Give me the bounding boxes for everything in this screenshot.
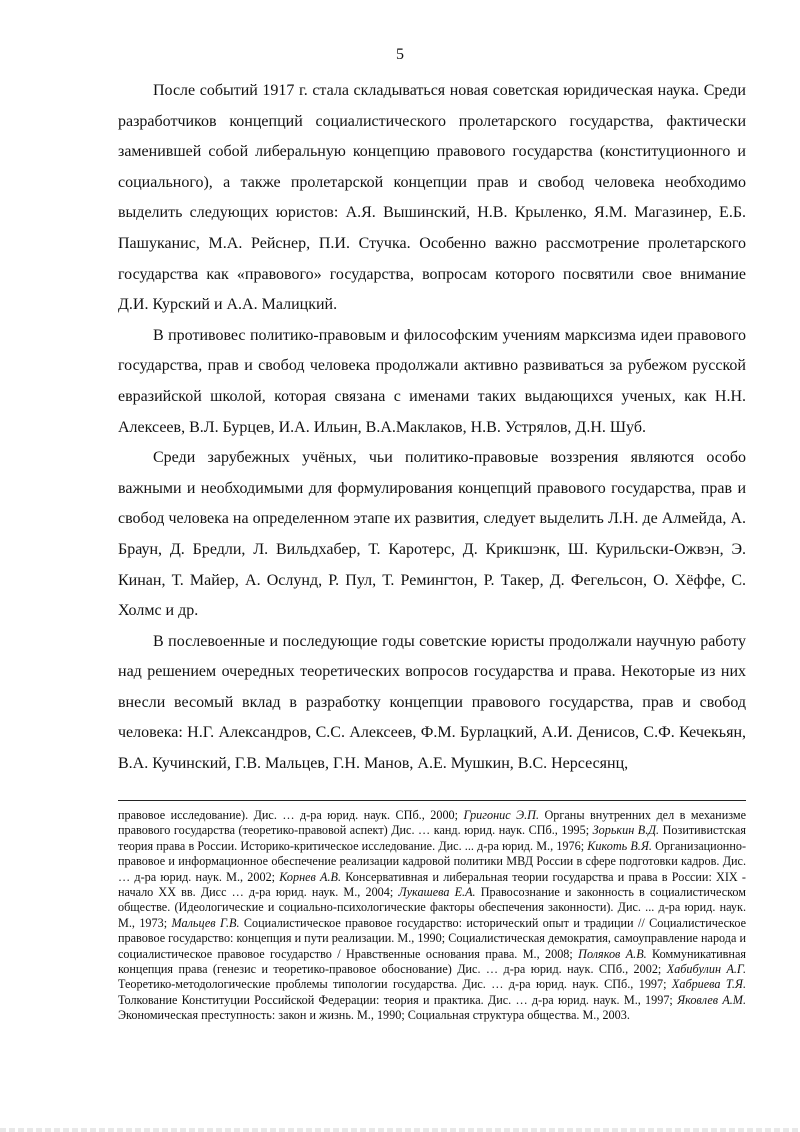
ref-text: Теоретико-методологические проблемы типологии государства. Дис. … д-ра юрид. наук. СПб., 1997;: [118, 977, 672, 992]
paragraph: После событий 1917 г. стала складываться новая советская юридическая наука. Среди разработчиков концепций социалистического пролетарского государства, фактически заменившей собой либеральную концепцию правового государства (конституционного и социального), а также пролетарской концепции прав и свобод человека необходимо выделить следующих юристов: А.Я. Вышинский, Н.В. Крыленко, Я.М. Магазинер, Е.Б. Пашуканис, М.А. Рейснер, П.И. Стучка. Особенно важно рассмотрение пролетарского государства как «правового» государства, вопросам которого посвятили свое внимание Д.И. Курский и А.А. Малицкий.: [118, 82, 746, 314]
ref-author: Корнев А.В.: [279, 869, 342, 884]
ref-text: Коммуникативная концепция права (генезис и теоретико-правовое обоснование) Дис. … д-ра юрид. наук. СПб., 2002;: [118, 946, 746, 977]
ref-text: Органы внутренних дел в механизме правового государства (теоретико-правовой аспект) Дис. … канд. юрид. наук. СПб., 1995;: [118, 808, 746, 838]
paragraph: В противовес политико-правовым и философским учениям марксизма идеи правового государства, прав и свобод человека продолжали активно развиваться за рубежом русской евразийской школой, которая связана с именами таких выдающихся ученых, как Н.Н. Алексеев, В.Л. Бурцев, И.А. Ильин, В.А.Маклаков, Н.В. Устрялов, Д.Н. Шуб.: [118, 326, 746, 436]
paragraph: Среди зарубежных учёных, чьи политико-правовые воззрения являются особо важными и необходимыми для формулирования концепций правового государства, прав и свобод человека на определенном этапе их развития, следует выделить Л.Н. де Алмейда, А. Браун, Д. Бредли, Л. Вильдхабер, Т. Каротерс, Д. Крикшэнк, Ш. Курильски-Ожвэн, Э. Кинан, Т. Майер, А. Ослунд, Р. Пул, Т. Ремингтон, Р. Такер, Д. Фегельсон, О. Хёффе, С. Холмс и др.: [118, 449, 746, 620]
footnote-text: [118, 808, 746, 1024]
ref-text: Позитивистская теория права в России. Историко-критическое исследование. Дис. ... д-ра юрид. М., 1976;: [118, 823, 747, 853]
ref-author: Кикоть В.Я.: [587, 838, 652, 853]
page-number: 5: [396, 46, 404, 63]
scan-edge-artifact: [0, 1128, 800, 1132]
ref-text: Толкование Конституции Российской Федерации: теория и практика. Дис. … д-ра юрид. наук. М., 1997;: [118, 992, 678, 1007]
ref-author: Зорькин В.Д.: [592, 823, 660, 838]
footnote-lead: правовое исследование). Дис. … д-ра юрид. наук. СПб., 2000;: [118, 808, 464, 822]
main-text: [118, 76, 746, 780]
ref-author: Поляков А.В.: [578, 946, 647, 961]
paragraph: В послевоенные и последующие годы советские юристы продолжали научную работу над решением очередных теоретических вопросов государства и права. Некоторые из них внесли весомый вклад в разработку концепции правового государства, прав и свобод человека: Н.Г. Александров, С.С. Алексеев, Ф.М. Бурлацкий, А.И. Денисов, С.Ф. Кечекьян, В.А. Кучинский, Г.В. Мальцев, Г.Н. Манов, А.Е. Мушкин, В.С. Нерсесянц,: [118, 632, 746, 773]
ref-text: Правосознание и законность в социалистическом обществе. (Идеологические и социально-психологические факторы обеспечения законности). Дис. ... д-ра юрид. наук. М., 1973;: [118, 885, 746, 930]
ref-text: Экономическая преступность: закон и жизнь. М., 1990; Социальная структура общества. М., 2003.: [118, 1008, 630, 1023]
ref-author: Хабриева Т.Я.: [671, 977, 746, 992]
ref-author: Григонис Э.П.: [463, 808, 540, 822]
ref-author: Лукашева Е.А.: [398, 885, 476, 900]
ref-author: Мальцев Г.В.: [171, 915, 240, 930]
footnote-divider: [118, 800, 746, 801]
footnotes: [118, 808, 746, 1024]
ref-text: Социалистическое правовое государство: исторический опыт и традиции // Социалистическое правовое государство: концепция и пути реализации. М., 1990; Социалистическая демократия, самоуправление народа и социалистическое правовое государство / Нравственные основания права. М., 2008;: [118, 915, 746, 961]
ref-text: Организационно-правовое и информационное обеспечение реализации кадровой политики МВД России в сфере подготовки кадров. Дис. … д-ра юрид. наук. М., 2002;: [118, 838, 746, 884]
ref-author: Хабибулин А.Г.: [666, 962, 746, 977]
ref-author: Яковлев А.М.: [677, 992, 747, 1007]
ref-text: Консервативная и либеральная теории государства и права в России: XIX - начало XX вв. Дисс … д-ра юрид. наук. М., 2004;: [118, 869, 746, 900]
